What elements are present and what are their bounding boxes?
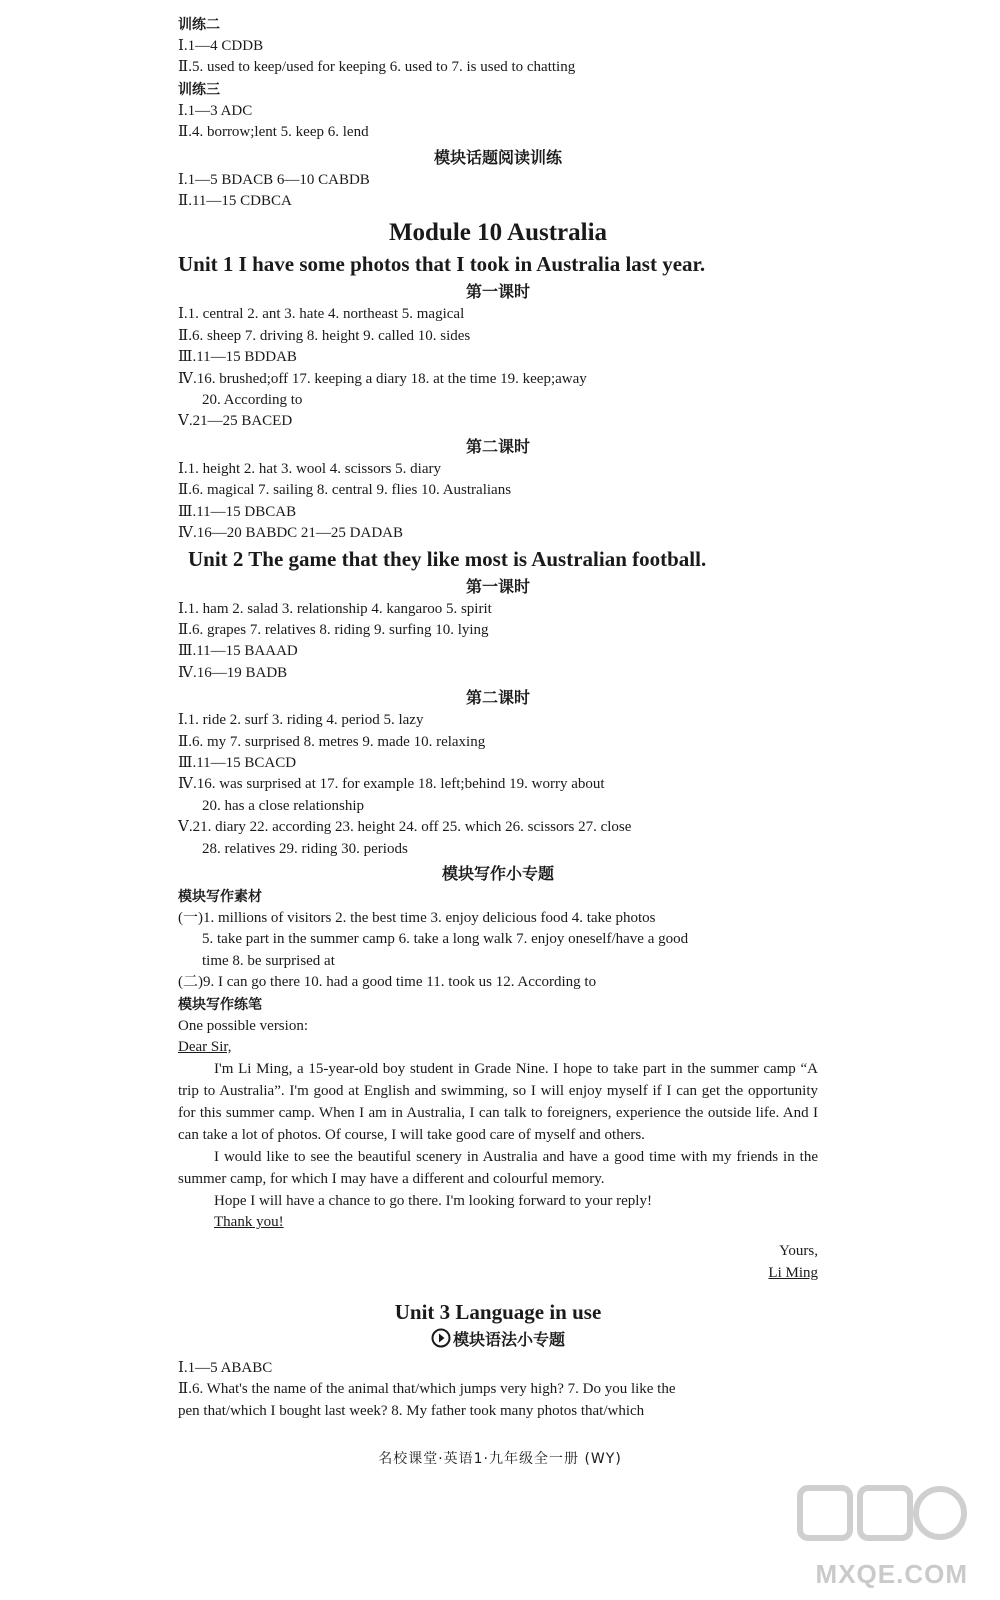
unit1-lesson1-answers	[178, 304, 818, 432]
letter-paragraph: I'm Li Ming, a 15-year-old boy student in Grade Nine. I hope to take part in the summer camp “A trip to Australia”. I'm good at English and swimming, so I will enjoy myself if I can get the opportunity for this summer camp. When I am in Australia, I can talk to foreigners, experience the outside life. And I can take a lot of photos. Of course, I will take good care of myself and others.	[178, 1061, 818, 1144]
answer-line: Ⅲ.11—15 BDDAB	[178, 349, 297, 366]
top-answers	[178, 14, 818, 212]
answer-line: Ⅴ.21—25 BACED	[178, 413, 293, 430]
answer-line: 训练二	[178, 17, 220, 33]
answer-line: Ⅰ.1—5 BDACB 6—10 CABDB	[178, 171, 370, 188]
writing-title: 模块写作小专题	[441, 863, 554, 883]
answer-line: Ⅱ.6. magical 7. sailing 8. central 9. flies 10. Australians	[178, 482, 512, 499]
watermark	[780, 1480, 970, 1590]
answer-line: Ⅰ.1. ride 2. surf 3. riding 4. period 5. lazy	[178, 712, 424, 729]
writing-material-title: 模块写作素材	[178, 888, 262, 905]
module-title: Module 10 Australia	[388, 219, 608, 247]
unit2-lesson2-answers	[178, 710, 818, 860]
answer-line: pen that/which I bought last week? 8. My father took many photos that/which	[178, 1402, 645, 1419]
page-content	[178, 14, 818, 1422]
answer-line: Ⅰ.1—3 ADC	[178, 102, 253, 119]
signature-text: Li Ming	[768, 1264, 818, 1281]
unit2-lesson2-title: 第二课时	[465, 688, 530, 708]
answer-line: Ⅴ.21. diary 22. according 23. height 24. off 25. which 26. scissors 27. close	[178, 819, 632, 836]
unit2-lesson1-title: 第一课时	[465, 576, 530, 596]
answer-line: Ⅱ.11—15 CDBCA	[178, 193, 292, 210]
answer-line: Ⅲ.11—15 DBCAB	[178, 503, 297, 520]
writing-material	[178, 908, 818, 994]
answer-line: Ⅳ.16—20 BABDC 21—25 DADAB	[178, 525, 403, 542]
answer-line: Ⅳ.16. was surprised at 17. for example 18. left;behind 19. worry about	[178, 776, 605, 793]
material-line: 5. take part in the summer camp 6. take a long walk 7. enjoy oneself/have a good	[202, 931, 689, 948]
writing-practice-title: 模块写作练笔	[178, 996, 262, 1013]
answer-line: 28. relatives 29. riding 30. periods	[202, 840, 408, 857]
page-footer: 名校课堂·英语1·九年级全一册 (WY)	[378, 1451, 622, 1467]
answer-line: Ⅰ.1—4 CDDB	[178, 38, 264, 54]
letter-greeting: Dear Sir,	[178, 1039, 232, 1055]
unit1-title: Unit 1 I have some photos that I took in Australia last year.	[178, 252, 706, 277]
material-line: (二)9. I can go there 10. had a good time 11. took us 12. According to	[178, 974, 597, 991]
unit1-lesson2-answers	[178, 459, 818, 545]
material-line: (一)1. millions of visitors 2. the best time 3. enjoy delicious food 4. take photos	[178, 909, 656, 926]
letter-paragraph: I would like to see the beautiful scenery in Australia and have a good time with my friends in the summer camp, for which I may have a different and colourful memory.	[178, 1149, 818, 1188]
letter-signature	[178, 1262, 818, 1284]
unit3-answers	[178, 1358, 818, 1422]
material-line: time 8. be surprised at	[202, 952, 335, 969]
answer-line: Ⅰ.1. ham 2. salad 3. relationship 4. kangaroo 5. spirit	[178, 600, 492, 617]
answer-line: Ⅱ.6. sheep 7. driving 8. height 9. called 10. sides	[178, 327, 471, 344]
unit2-title: Unit 2 The game that they like most is Australian football.	[188, 546, 707, 571]
answer-line: 20. According to	[202, 392, 303, 409]
answer-line: Ⅳ.16—19 BADB	[178, 664, 288, 681]
watermark-text: MXQE.COM	[815, 1559, 968, 1589]
grammar-title: 模块语法小专题	[452, 1329, 565, 1349]
answer-line: Ⅲ.11—15 BCACD	[178, 754, 297, 771]
answer-line: Ⅳ.16. brushed;off 17. keeping a diary 18. at the time 19. keep;away	[178, 370, 587, 387]
unit1-lesson1-title: 第一课时	[465, 282, 530, 302]
answer-line: Ⅰ.1. height 2. hat 3. wool 4. scissors 5. diary	[178, 460, 441, 477]
answer-line: Ⅱ.5. used to keep/used for keeping 6. used to 7. is used to chatting	[178, 59, 576, 76]
watermark-logo-icon	[780, 1480, 970, 1560]
unit3-title: Unit 3 Language in use	[394, 1299, 602, 1324]
answer-line: 20. has a close relationship	[202, 797, 365, 814]
answer-line: Ⅱ.4. borrow;lent 5. keep 6. lend	[178, 124, 369, 141]
answer-line: 模块话题阅读训练	[433, 147, 562, 167]
grammar-title-row	[178, 1328, 818, 1352]
letter-closing: Yours,	[779, 1242, 818, 1259]
unit1-lesson2-title: 第二课时	[465, 436, 530, 456]
answer-line: Ⅱ.6. grapes 7. relatives 8. riding 9. surfing 10. lying	[178, 621, 489, 638]
play-circle-icon	[431, 1328, 451, 1348]
answer-line: Ⅲ.11—15 BAAAD	[178, 643, 298, 660]
answer-line: Ⅰ.1—5 ABABC	[178, 1359, 273, 1376]
answer-line: Ⅱ.6. my 7. surprised 8. metres 9. made 10. relaxing	[178, 733, 486, 750]
unit2-lesson1-answers	[178, 599, 818, 685]
answer-line: Ⅱ.6. What's the name of the animal that/which jumps very high? 7. Do you like the	[178, 1381, 676, 1398]
letter-paragraph: Hope I will have a chance to go there. I'm looking forward to your reply!	[214, 1193, 652, 1210]
letter-body	[178, 1058, 818, 1212]
answer-line: 训练三	[178, 81, 220, 98]
possible-version-label: One possible version:	[178, 1017, 308, 1034]
letter-thanks: Thank you!	[214, 1214, 284, 1231]
answer-line: Ⅰ.1. central 2. ant 3. hate 4. northeast 5. magical	[178, 306, 465, 323]
